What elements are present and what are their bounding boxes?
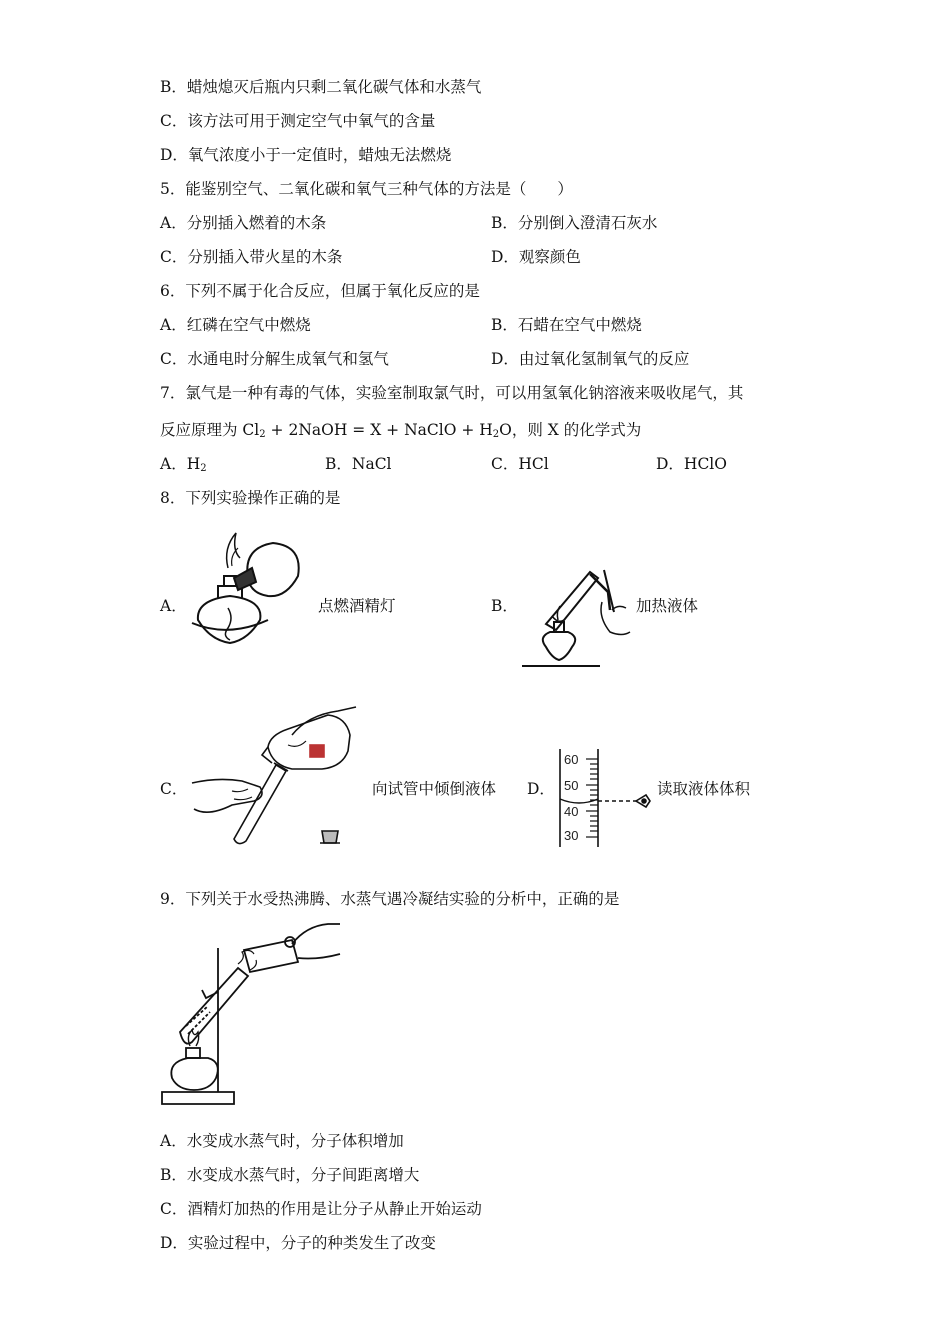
q8-c-caption: 向试管中倾倒液体 [372, 780, 497, 798]
q8-b-caption: 加热液体 [636, 597, 699, 615]
heating-liquid-figure [518, 562, 633, 672]
q6-option-b: B．石蜡在空气中燃烧 [491, 316, 642, 334]
q8-d-caption: 读取液体体积 [657, 780, 751, 798]
q7-option-d: D．HClO [656, 455, 727, 473]
q6-option-a: A．红磷在空气中燃烧 [160, 316, 311, 334]
q7-option-a-sub: 2 [200, 463, 207, 474]
q7-stem-line1: 7．氯气是一种有毒的气体，实验室制取氯气时，可以用氢氧化钠溶液来吸收尾气，其 [160, 384, 744, 402]
q7-stem-part-a: 反应原理为 Cl [160, 421, 260, 439]
q4-option-c: C．该方法可用于测定空气中氧气的含量 [160, 112, 436, 130]
q7-option-a-text: A．H [160, 455, 201, 473]
q4-option-d: D．氧气浓度小于一定值时，蜡烛无法燃烧 [160, 146, 452, 164]
q8-a-letter: A． [160, 597, 187, 615]
q7-stem-part-c: O，则 X 的化学式为 [499, 421, 642, 439]
q8-d-letter: D． [527, 780, 555, 798]
q7-stem-part-b: + 2NaOH = X + NaClO + H [265, 421, 493, 439]
q9-option-b: B．水变成水蒸气时，分子间距离增大 [160, 1166, 420, 1184]
q7-option-b: B．NaCl [325, 455, 392, 473]
cylinder-tick-30: 30 [564, 828, 579, 843]
q5-option-a: A．分别插入燃着的木条 [160, 214, 327, 232]
q5-option-c: C．分别插入带火星的木条 [160, 248, 343, 266]
q9-option-c: C．酒精灯加热的作用是让分子从静止开始运动 [160, 1200, 482, 1218]
reading-volume-figure [556, 745, 656, 850]
q8-a-caption: 点燃酒精灯 [318, 597, 396, 615]
q5-option-b: B．分别倒入澄清石灰水 [491, 214, 658, 232]
q5-option-d: D．观察颜色 [491, 248, 581, 266]
q9-option-d: D．实验过程中，分子的种类发生了改变 [160, 1234, 436, 1252]
q6-stem: 6．下列不属于化合反应，但属于氧化反应的是 [160, 282, 480, 300]
boiling-water-apparatus-figure [158, 920, 343, 1110]
cylinder-tick-60: 60 [564, 752, 579, 767]
q4-option-b: B．蜡烛熄灭后瓶内只剩二氧化碳气体和水蒸气 [160, 78, 482, 96]
q8-b-letter: B． [491, 597, 518, 615]
q6-option-c: C．水通电时分解生成氧气和氢气 [160, 350, 389, 368]
cylinder-tick-50: 50 [564, 778, 579, 793]
q7-option-a [160, 454, 207, 479]
q9-stem: 9．下列关于水受热沸腾、水蒸气遇冷凝结实验的分析中，正确的是 [160, 890, 620, 908]
pouring-liquid-figure [188, 705, 358, 850]
q8-c-letter: C． [160, 780, 188, 798]
q5-stem: 5．能鉴别空气、二氧化碳和氧气三种气体的方法是（ ） [160, 180, 573, 198]
q6-option-d: D．由过氧化氢制氧气的反应 [491, 350, 690, 368]
q7-sub-1: 2 [259, 429, 266, 440]
q7-option-c: C．HCl [491, 455, 549, 473]
q7-sub-2: 2 [492, 429, 500, 440]
q8-stem: 8．下列实验操作正确的是 [160, 489, 341, 507]
cylinder-tick-40: 40 [564, 804, 579, 819]
lighting-alcohol-lamp-figure [188, 528, 313, 663]
q7-stem-line2 [160, 420, 641, 445]
q9-option-a: A．水变成水蒸气时，分子体积增加 [160, 1132, 404, 1150]
